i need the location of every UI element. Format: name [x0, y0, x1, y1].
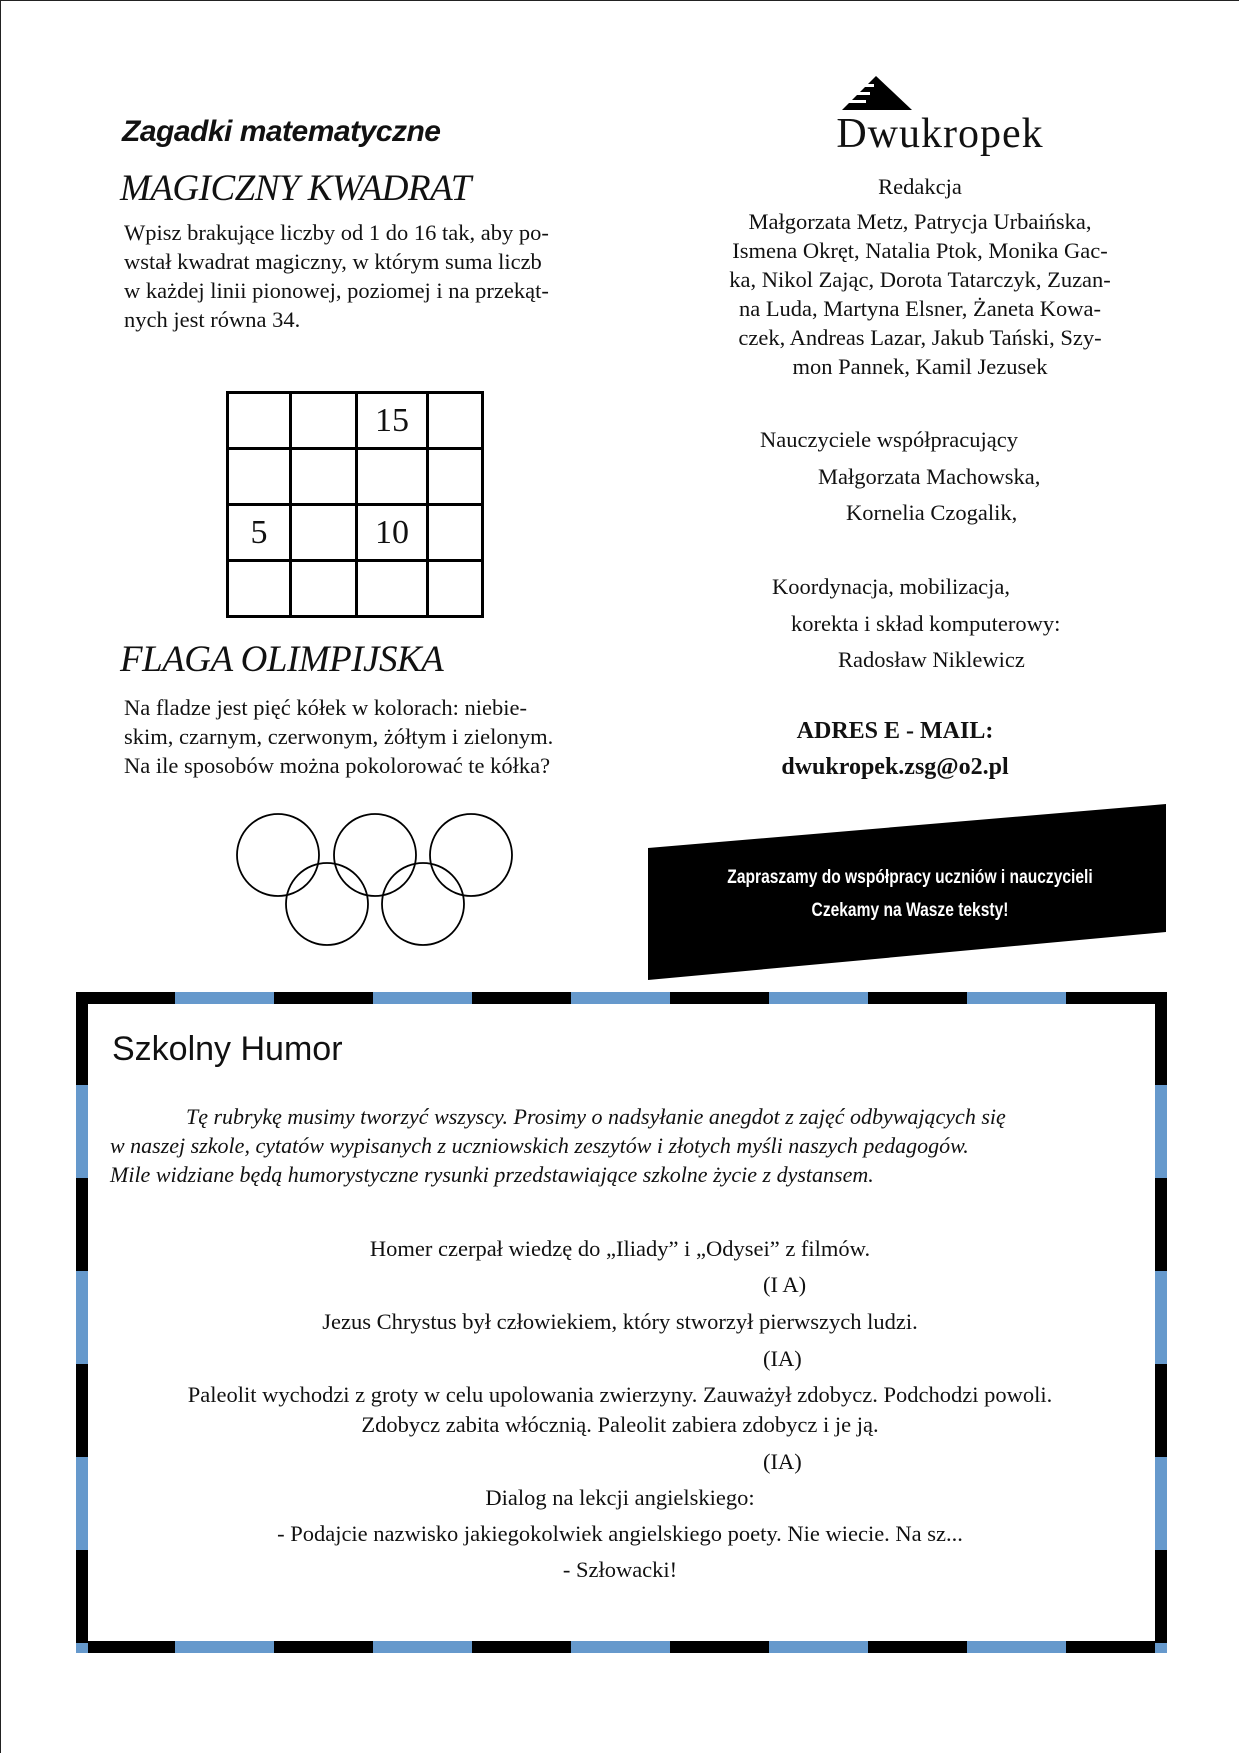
email-link[interactable]: dwukropek.zsg@o2.pl	[781, 754, 1009, 780]
ring-bottom-left[interactable]	[286, 863, 368, 945]
text-line: nych jest równa 34.	[124, 307, 301, 332]
coordinator-name: Radosław Niklewicz	[838, 647, 1025, 672]
humor-title: Szkolny Humor	[112, 1030, 343, 1068]
invitation-banner-text	[660, 861, 1160, 927]
grid-cell[interactable]: 5	[228, 505, 291, 561]
joke-text: Jezus Chrystus był człowiekiem, który stworzył pierwszych ludzi.	[322, 1309, 918, 1334]
text-line: skim, czarnym, czerwonym, żółtym i zielonym.	[124, 724, 554, 749]
ring-top-left[interactable]	[237, 814, 319, 896]
grid-cell[interactable]	[291, 561, 357, 617]
magic-square-grid	[226, 391, 484, 618]
text-line: Małgorzata Metz, Patrycja Urbaińska,	[748, 209, 1092, 234]
grid-row	[228, 393, 483, 449]
pyramid-logo-icon	[842, 76, 914, 112]
grid-cell[interactable]	[357, 561, 428, 617]
text-line: Na fladze jest pięć kółek w kolorach: niebie-	[124, 695, 527, 720]
grid-cell[interactable]	[228, 449, 291, 505]
grid-cell[interactable]	[291, 449, 357, 505]
joke-text: Paleolit wychodzi z groty w celu upolowania zwierzyny. Zauważył zdobycz. Podchodzi powoli.	[187, 1382, 1053, 1407]
olympic-rings-icon	[232, 812, 517, 952]
joke-text: Dialog na lekcji angielskiego:	[485, 1485, 755, 1510]
grid-cell[interactable]	[228, 561, 291, 617]
grid-cell[interactable]	[228, 393, 291, 449]
text-line: w naszej szkole, cytatów wypisanych z uczniowskich zeszytów i złotych myśli naszych pedagogów.	[110, 1133, 969, 1158]
grid-cell[interactable]: 15	[357, 393, 428, 449]
text-line: wstał kwadrat magiczny, w którym suma liczb	[124, 249, 542, 274]
text-line: w każdej linii pionowej, poziomej i na przekąt-	[124, 278, 549, 303]
editorial-heading: Redakcja	[878, 174, 962, 199]
grid-cell[interactable]: 10	[357, 505, 428, 561]
text-line: na Luda, Martyna Elsner, Żaneta Kowa-	[738, 296, 1102, 321]
grid-cell[interactable]	[428, 393, 483, 449]
grid-cell[interactable]	[291, 505, 357, 561]
text-line: Tę rubrykę musimy tworzyć wszyscy. Prosimy o nadsyłanie anegdot z zajęć odbywających się	[186, 1104, 1006, 1129]
joke-class: (IA)	[763, 1346, 802, 1371]
ring-top-middle[interactable]	[334, 814, 416, 896]
text-line: czek, Andreas Lazar, Jakub Tański, Szy-	[738, 325, 1102, 350]
grid-row	[228, 505, 483, 561]
joke-class: (IA)	[763, 1449, 802, 1474]
joke-text: - Podajcie nazwisko jakiegokolwiek angielskiego poety. Nie wiecie. Na sz...	[277, 1521, 963, 1546]
text-line: ka, Nikol Zając, Dorota Tatarczyk, Zuzan-	[729, 267, 1111, 292]
text-line: Mile widziane będą humorystyczne rysunki przedstawiające szkolne życie z dystansem.	[110, 1162, 874, 1187]
grid-cell[interactable]	[428, 505, 483, 561]
text-line: Wpisz brakujące liczby od 1 do 16 tak, aby po-	[124, 220, 549, 245]
grid-cell[interactable]	[291, 393, 357, 449]
joke-text: Zdobycz zabita włócznią. Paleolit zabiera zdobycz i je ją.	[361, 1412, 879, 1437]
teacher-name: Małgorzata Machowska,	[818, 464, 1041, 489]
grid-cell[interactable]	[428, 561, 483, 617]
grid-row	[228, 449, 483, 505]
magic-square-description	[124, 218, 549, 334]
joke-text: Homer czerpał wiedzę do „Iliady” i „Odysei” z filmów.	[369, 1236, 871, 1261]
joke-text: - Szłowacki!	[562, 1557, 678, 1582]
teachers-heading: Nauczyciele współpracujący	[760, 427, 1018, 452]
editorial-list	[640, 207, 1200, 381]
magic-square-title: MAGICZNY KWADRAT	[120, 168, 471, 209]
text-line: Ismena Okręt, Natalia Ptok, Monika Gac-	[732, 238, 1108, 263]
grid-cell[interactable]	[428, 449, 483, 505]
email-label: ADRES E - MAIL:	[796, 718, 994, 744]
text-line: mon Pannek, Kamil Jezusek	[792, 354, 1048, 379]
ring-bottom-right[interactable]	[382, 863, 464, 945]
joke-class: (I A)	[763, 1272, 807, 1297]
teacher-name: Kornelia Czogalik,	[846, 500, 1018, 525]
section-heading: Zagadki matematyczne	[122, 115, 441, 148]
coordination-line: Koordynacja, mobilizacja,	[772, 574, 1011, 599]
ring-top-right[interactable]	[430, 814, 512, 896]
text-line: Na ile sposobów można pokolorować te kółka?	[124, 753, 551, 778]
coordination-line: korekta i skład komputerowy:	[791, 611, 1061, 636]
olympic-flag-title: FLAGA OLIMPIJSKA	[120, 639, 444, 680]
grid-cell[interactable]	[357, 449, 428, 505]
humor-intro	[110, 1102, 1140, 1189]
olympic-flag-description	[124, 693, 553, 780]
banner-line: Czekamy na Wasze teksty!	[811, 900, 1009, 921]
banner-line: Zapraszamy do współpracy uczniów i nauczycieli	[727, 867, 1093, 888]
grid-row	[228, 561, 483, 617]
logo-wordmark: Dwukropek	[836, 111, 1044, 157]
